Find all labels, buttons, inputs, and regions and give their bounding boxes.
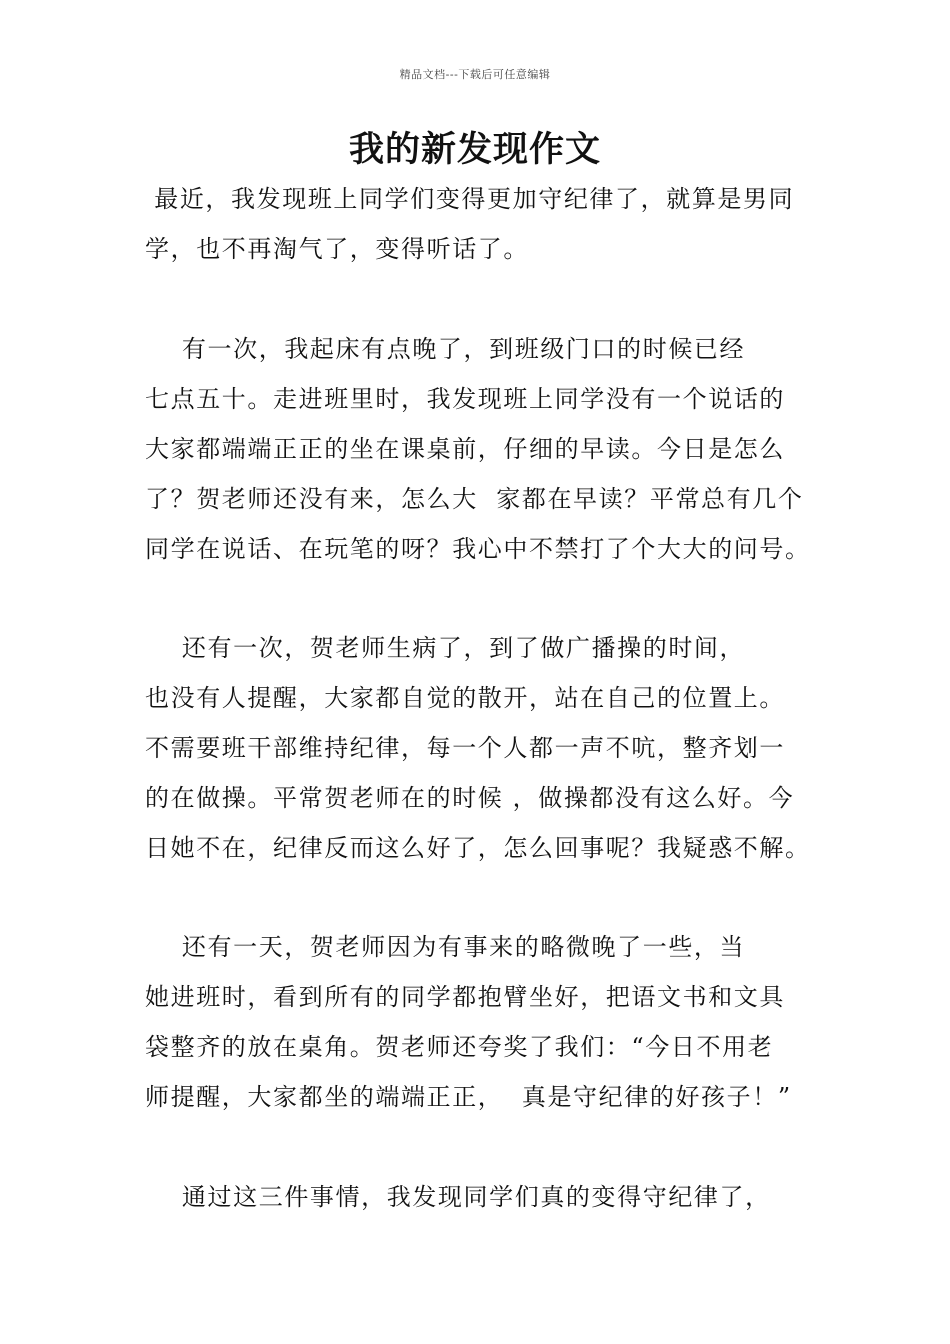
paragraph-line: 她进班时，看到所有的同学都抱臂坐好，把语文书和文具 xyxy=(145,983,785,1011)
paragraph-line: 通过这三件事情，我发现同学们真的变得守纪律了， xyxy=(145,1183,771,1211)
paragraph-line: 有一次，我起床有点晚了，到班级门口的时候已经 xyxy=(145,335,746,363)
paragraph-line: 的在做操。平常贺老师在的时候 ，做操都没有这么好。今 xyxy=(145,784,795,812)
paragraph-line: 师提醒，大家都坐的端端正正， 真是守纪律的好孩子！” xyxy=(145,1083,792,1111)
paragraph-line: 了？贺老师还没有来，怎么大 家都在早读？平常总有几个 xyxy=(145,485,804,513)
paragraph-line: 不需要班干部维持纪律，每一个人都一声不吭，整齐划一 xyxy=(145,734,785,762)
paragraph-line: 也没有人提醒，大家都自觉的散开，站在自己的位置上。 xyxy=(145,684,785,712)
paragraph-line: 最近，我发现班上同学们变得更加守纪律了，就算是男同 xyxy=(145,185,795,213)
paragraph-line: 袋整齐的放在桌角。贺老师还夸奖了我们：“今日不用老 xyxy=(145,1033,774,1061)
paragraph-line: 日她不在，纪律反而这么好了，怎么回事呢？我疑惑不解。 xyxy=(145,834,811,862)
paragraph-line: 学，也不再淘气了，变得听话了。 xyxy=(145,235,529,263)
paragraph-line: 七点五十。走进班里时，我发现班上同学没有一个说话的 xyxy=(145,385,785,413)
page-title: 我的新发现作文 xyxy=(348,129,601,170)
paragraph-line: 同学在说话、在玩笔的呀？我心中不禁打了个大大的问号。 xyxy=(145,535,811,563)
paragraph-line: 还有一次，贺老师生病了，到了做广播操的时间， xyxy=(145,634,746,662)
header-note: 精品文档---下载后可任意编辑 xyxy=(399,68,551,81)
paragraph-line: 还有一天，贺老师因为有事来的略微晚了一些，当 xyxy=(145,933,746,961)
paragraph-line: 大家都端端正正的坐在课桌前，仔细的早读。今日是怎么 xyxy=(145,435,785,463)
